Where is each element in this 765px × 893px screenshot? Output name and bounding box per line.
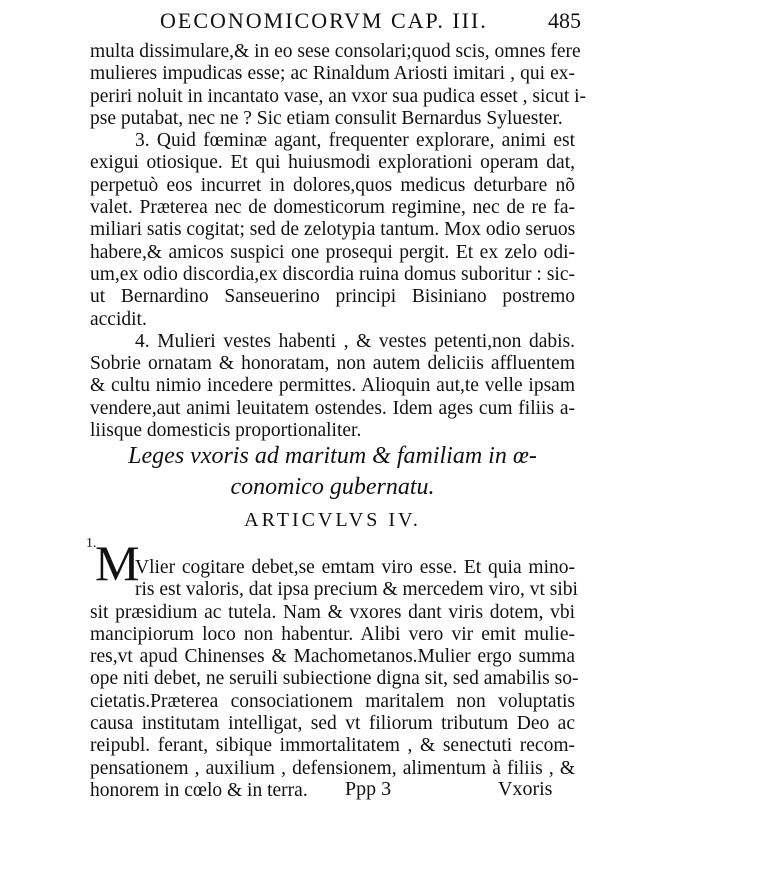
text-line: liisque domesticis proportionaliter. [90,420,362,442]
text-line: Vlier cogitare debet,se emtam viro esse. Et quia mino- [135,557,575,578]
page-number: 485 [548,8,581,33]
text-line: sit præsidium ac tutela. Nam & vxores dant viris dotem, vbi [90,601,575,623]
text-line: multa dissimulare,& in eo sese consolari;quod scis, omnes fere [90,41,581,62]
text-line: habere,& amicos suspici one prosequi pergit. Et ex zelo odi- [90,241,575,263]
section-number: 1. [86,536,97,551]
text-line: vendere,aut animi leuitatem ostendes. Idem ages cum filiis a- [90,397,575,419]
text-line: 3. Quid fœminæ agant, frequenter explorare, animi est [135,130,575,152]
text-line: 4. Mulieri vestes habenti , & vestes petenti,non dabis. [135,330,575,352]
text-line: pse putabat, nec ne ? Sic etiam consulit Bernardus Syluester. [90,107,563,129]
text-line: mancipiorum loco non habentur. Alibi vero vir emit mulie- [90,623,575,645]
text-line: & cultu nimio incedere permittes. Alioquin aut,te velle ipsam [90,375,575,397]
text-line: miliari satis cogitat; sed de zelotypia tantum. Mox odio seruos [90,219,576,241]
catchword: Vxoris [498,778,553,800]
signature-mark: Ppp 3 [345,778,392,800]
text-line: Sobrie ornatam & honoratam, non autem deliciis affluentem [90,353,575,375]
text-block-article-four [90,557,579,802]
text-line: accidit. [90,308,147,330]
text-line: periri noluit in incantato vase, an vxor sua pudica esset , sicut i- [90,85,587,107]
text-line: res,vt apud Chinenses & Machometanos.Mulier ergo summa [90,646,575,668]
text-line: perpetuò eos incurret in dolores,quos medicus deturbare nõ [90,174,575,196]
text-line: honorem in cœlo & in terra. [90,779,308,801]
text-line: ut Bernardino Sanseuerino principi Bisiniano postremo [90,286,575,308]
article-title: ARTICVLVS IV. [244,509,421,531]
text-line: cietatis.Præterea consociationem maritalem non voluptatis [90,690,575,712]
text-line: reipubl. ferant, sibique immortalitatem , & senectuti recom- [90,735,575,757]
section-heading-line-1: Leges vxoris ad maritum & familiam in œ- [128,443,537,469]
text-line: valet. Præterea nec de domesticorum regimine, nec de re fa- [90,197,575,219]
text-line: um,ex odio discordia,ex discordia ruina domus suboritur : sic- [90,263,575,285]
section-heading-line-2: conomico gubernatu. [230,474,435,500]
text-line: ris est valoris, dat ipsa precium & mercedem viro, vt sibi [135,579,578,601]
running-head: OECONOMICORVM CAP. III. [160,8,488,33]
text-line: pensationem , auxilium , defensionem, alimentum à filiis , & [90,757,575,779]
text-line: exigui otiosique. Et qui huiusmodi explorationi operam dat, [90,152,575,174]
drop-cap-initial: M [95,535,140,591]
text-line: ope niti debet, ne seruili subiectione digna sit, sed amabilis so- [90,668,579,690]
text-line: causa institutam intelligat, sed vt filiorum tributum Deo ac [90,713,575,735]
text-block-chapter-three [90,41,587,442]
text-line: mulieres impudicas esse; ac Rinaldum Ariosti imitari , qui ex- [90,63,575,85]
